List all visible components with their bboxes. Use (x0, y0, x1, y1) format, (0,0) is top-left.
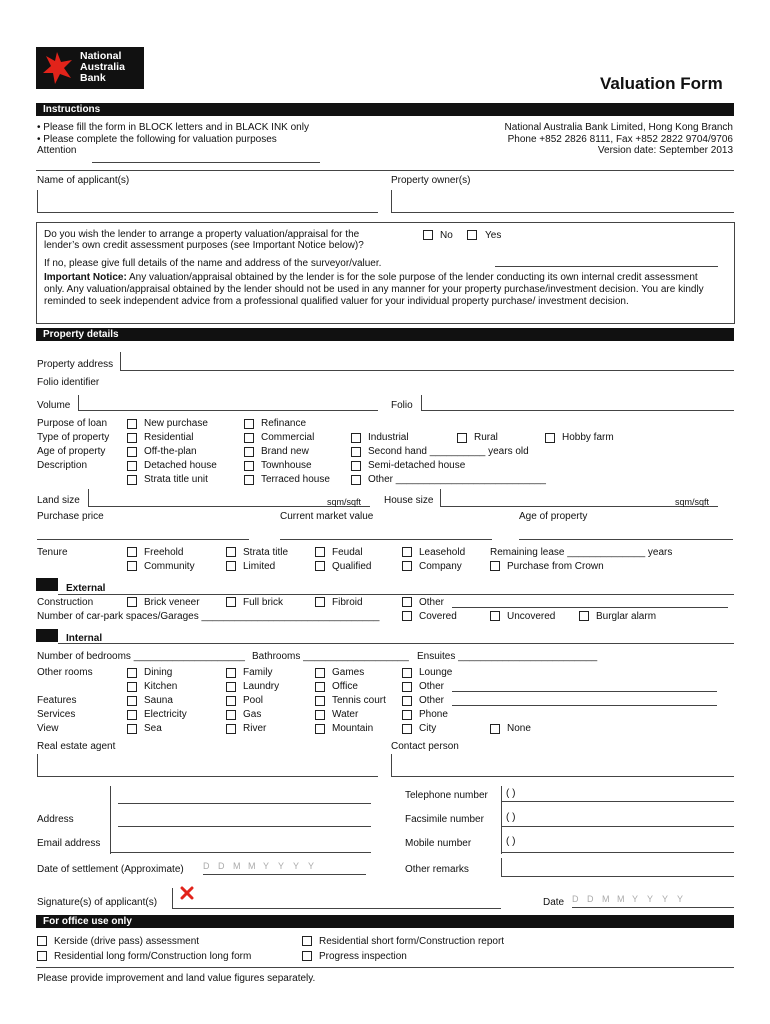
external-marker (36, 578, 58, 591)
brick-veneer-label: Brick veneer (144, 597, 200, 608)
land-size-unit: sqm/sqft (327, 497, 362, 507)
rooms-other-label: Other (419, 681, 445, 692)
water-checkbox[interactable] (315, 710, 325, 720)
other-rooms-label: Other rooms (37, 667, 93, 678)
page-title: Valuation Form (600, 74, 723, 93)
city-label: City (419, 723, 437, 734)
sauna-label: Sauna (144, 695, 173, 706)
date-char: Y (308, 861, 315, 871)
purchase-price-field[interactable] (37, 539, 249, 540)
rural-checkbox[interactable] (457, 433, 467, 443)
date-char: Y (632, 894, 639, 904)
applicant-name-label: Name of applicant(s) (37, 175, 130, 186)
burglar-alarm-checkbox[interactable] (579, 611, 589, 621)
nab-star-icon (40, 51, 74, 85)
date-char: Y (662, 894, 669, 904)
strata-title-checkbox[interactable] (226, 547, 236, 557)
strata-title-label: Strata title (243, 547, 289, 558)
construction-other-label: Other (419, 597, 445, 608)
limited-checkbox[interactable] (226, 561, 236, 571)
sauna-checkbox[interactable] (127, 696, 137, 706)
internal-heading: Internal (66, 633, 103, 644)
off-the-plan-label: Off-the-plan (144, 446, 197, 457)
company-checkbox[interactable] (402, 561, 412, 571)
folio-field[interactable] (421, 410, 734, 411)
valuation-question-1: Do you wish the lender to arrange a property valuation/appraisal for the (44, 229, 360, 240)
new-purchase-checkbox[interactable] (127, 419, 137, 429)
phone-checkbox[interactable] (402, 710, 412, 720)
property-address-label: Property address (37, 359, 114, 370)
detached-house-checkbox[interactable] (127, 461, 137, 471)
date-char: M (233, 861, 241, 871)
office-use-bar: For office use only (36, 915, 734, 928)
attention-label: Attention (37, 145, 77, 156)
external-rule (58, 594, 734, 595)
residential-long-checkbox[interactable] (37, 951, 47, 961)
facsimile-area: ( ) (506, 812, 516, 823)
covered-label: Covered (419, 611, 457, 622)
settlement-date-field[interactable] (203, 861, 323, 872)
view-none-checkbox[interactable] (490, 724, 500, 734)
services-label: Services (37, 709, 76, 720)
remarks-tick (501, 858, 502, 876)
phone-box-left (501, 786, 502, 854)
remaining-lease-label: Remaining lease ______________ years (490, 547, 673, 558)
family-checkbox[interactable] (226, 668, 236, 678)
valuation-no-label: No (440, 230, 453, 241)
valuation-no-checkbox[interactable] (423, 230, 433, 240)
mobile-field[interactable] (501, 852, 734, 853)
facsimile-field[interactable] (501, 826, 734, 827)
burglar-alarm-label: Burglar alarm (596, 611, 657, 622)
mobile-label: Mobile number (405, 838, 472, 849)
other-remarks-label: Other remarks (405, 864, 469, 875)
market-value-label: Current market value (280, 511, 374, 522)
date-char: Y (647, 894, 654, 904)
house-size-tick (440, 489, 441, 506)
water-label: Water (332, 709, 359, 720)
purpose-of-loan-label: Purpose of loan (37, 418, 108, 429)
dining-label: Dining (144, 667, 173, 678)
important-notice (44, 272, 716, 308)
fibroid-label: Fibroid (332, 597, 363, 608)
terraced-house-checkbox[interactable] (244, 475, 254, 485)
company-label: Company (419, 561, 462, 572)
laundry-label: Laundry (243, 681, 280, 692)
refinance-label: Refinance (261, 418, 307, 429)
folio-tick (421, 395, 422, 410)
view-label: View (37, 723, 59, 734)
property-owner-label: Property owner(s) (391, 175, 471, 186)
volume-label: Volume (37, 400, 71, 411)
construction-other-checkbox[interactable] (402, 597, 412, 607)
features-other-label: Other (419, 695, 445, 706)
facsimile-label: Facsimile number (405, 814, 484, 825)
sea-label: Sea (144, 723, 162, 734)
signature-date-underline (572, 907, 734, 908)
address-field-1[interactable] (118, 803, 371, 804)
external-heading: External (66, 583, 106, 594)
applicant-name-underline (37, 212, 378, 213)
leasehold-label: Leasehold (419, 547, 466, 558)
property-address-field[interactable] (120, 370, 734, 371)
signature-date-field[interactable] (572, 894, 692, 905)
pool-label: Pool (243, 695, 264, 706)
strata-title-unit-checkbox[interactable] (127, 475, 137, 485)
real-estate-agent-field[interactable] (37, 754, 38, 776)
features-label: Features (37, 695, 77, 706)
laundry-checkbox[interactable] (226, 682, 236, 692)
description-other-label: Other ___________________________ (368, 474, 546, 485)
date-char: M (248, 861, 256, 871)
date-char: Y (278, 861, 285, 871)
internal-rule (58, 643, 734, 644)
rural-label: Rural (474, 432, 498, 443)
nab-logo (36, 47, 144, 89)
leasehold-checkbox[interactable] (402, 547, 412, 557)
real-estate-agent-label: Real estate agent (37, 741, 116, 752)
family-label: Family (243, 667, 273, 678)
mountain-label: Mountain (332, 723, 374, 734)
off-the-plan-checkbox[interactable] (127, 447, 137, 457)
games-checkbox[interactable] (315, 668, 325, 678)
contact-person-label: Contact person (391, 741, 459, 752)
hobby-farm-label: Hobby farm (562, 432, 614, 443)
games-label: Games (332, 667, 365, 678)
refinance-checkbox[interactable] (244, 419, 254, 429)
strata-title-unit-label: Strata title unit (144, 474, 208, 485)
date-char: M (617, 894, 625, 904)
crown-checkbox[interactable] (490, 561, 500, 571)
kerside-checkbox[interactable] (37, 936, 47, 946)
volume-field[interactable] (78, 410, 378, 411)
hobby-farm-checkbox[interactable] (545, 433, 555, 443)
folio-identifier-label: Folio identifier (37, 377, 100, 388)
community-checkbox[interactable] (127, 561, 137, 571)
sea-checkbox[interactable] (127, 724, 137, 734)
bank-name: National Australia Bank Limited, Hong Kong Branch (504, 122, 733, 133)
office-divider (36, 967, 734, 968)
uncovered-checkbox[interactable] (490, 611, 500, 621)
contact-person-field[interactable] (391, 754, 392, 776)
semi-detached-label: Semi-detached house (368, 460, 466, 471)
tennis-court-label: Tennis court (332, 695, 386, 706)
electricity-checkbox[interactable] (127, 710, 137, 720)
lounge-checkbox[interactable] (402, 668, 412, 678)
date-label: Date (543, 897, 565, 908)
features-other-field[interactable] (452, 705, 717, 706)
freehold-label: Freehold (144, 547, 184, 558)
feudal-checkbox[interactable] (315, 547, 325, 557)
attention-field[interactable] (92, 162, 320, 163)
residential-short-label: Residential short form/Construction report (319, 936, 505, 947)
freehold-checkbox[interactable] (127, 547, 137, 557)
property-owner-underline (391, 212, 734, 213)
rooms-other-field[interactable] (452, 691, 717, 692)
residential-checkbox[interactable] (127, 433, 137, 443)
property-details-bar: Property details (36, 328, 734, 341)
surveyor-field[interactable] (495, 266, 718, 267)
second-hand-label: Second hand __________ years old (368, 446, 529, 457)
commercial-label: Commercial (261, 432, 315, 443)
lounge-label: Lounge (419, 667, 453, 678)
date-char: D (218, 861, 225, 871)
type-of-property-label: Type of property (37, 432, 110, 443)
full-brick-label: Full brick (243, 597, 284, 608)
rooms-other-checkbox[interactable] (402, 682, 412, 692)
commercial-checkbox[interactable] (244, 433, 254, 443)
office-label: Office (332, 681, 358, 692)
logo-text: National Australia Bank (80, 50, 125, 84)
townhouse-label: Townhouse (261, 460, 312, 471)
instructions-bar: Instructions (36, 103, 734, 116)
new-purchase-label: New purchase (144, 418, 208, 429)
brand-new-checkbox[interactable] (244, 447, 254, 457)
date-char: D (203, 861, 210, 871)
signature-field[interactable] (172, 908, 501, 909)
age-field[interactable] (519, 539, 733, 540)
house-size-unit: sqm/sqft (675, 497, 710, 507)
contact-underline (391, 776, 734, 777)
settlement-date-underline (203, 874, 366, 875)
notice-text: Any valuation/appraisal obtained by the lender is for the sole purpose of the lender conducting its own internal credit assessment only. Any valuation/appraisal obtained by the lender should not be used in any manner for your property purchase/investment decision. You are kindly reminded to seek independent advice from a professional qualified valuer for your individual property purchase/ investment decision. (44, 272, 704, 307)
kitchen-label: Kitchen (144, 681, 178, 692)
bathrooms-label: Bathrooms ___________________ (252, 651, 409, 662)
tenure-label: Tenure (37, 547, 68, 558)
electricity-label: Electricity (144, 709, 187, 720)
kitchen-checkbox[interactable] (127, 682, 137, 692)
telephone-label: Telephone number (405, 790, 488, 801)
office-checkbox[interactable] (315, 682, 325, 692)
residential-label: Residential (144, 432, 194, 443)
email-field[interactable] (110, 852, 371, 853)
view-none-label: None (507, 723, 531, 734)
feudal-label: Feudal (332, 547, 363, 558)
progress-inspection-checkbox[interactable] (302, 951, 312, 961)
construction-label: Construction (37, 597, 94, 608)
version-date: Version date: September 2013 (597, 145, 733, 156)
city-checkbox[interactable] (402, 724, 412, 734)
qualified-label: Qualified (332, 561, 372, 572)
gas-label: Gas (243, 709, 262, 720)
gas-checkbox[interactable] (226, 710, 236, 720)
ensuites-label: Ensuites _________________________ (417, 651, 598, 662)
instruction-line-1: • Please fill the form in BLOCK letters and in BLACK INK only (37, 122, 309, 133)
signature-label: Signature(s) of applicant(s) (37, 897, 158, 908)
date-char: D (572, 894, 579, 904)
crown-label: Purchase from Crown (507, 561, 604, 572)
age-label: Age of property (519, 511, 588, 522)
full-brick-checkbox[interactable] (226, 597, 236, 607)
industrial-label: Industrial (368, 432, 409, 443)
car-park-label: Number of car-park spaces/Garages ________________________________ (37, 611, 380, 622)
description-label: Description (37, 460, 88, 471)
telephone-area: ( ) (506, 788, 516, 799)
date-char: M (602, 894, 610, 904)
kerside-label: Kerside (drive pass) assessment (54, 936, 200, 947)
volume-tick (78, 395, 79, 410)
progress-inspection-label: Progress inspection (319, 951, 407, 962)
fibroid-checkbox[interactable] (315, 597, 325, 607)
covered-checkbox[interactable] (402, 611, 412, 621)
river-checkbox[interactable] (226, 724, 236, 734)
second-hand-checkbox[interactable] (351, 447, 361, 457)
applicant-name-field[interactable] (37, 190, 38, 212)
industrial-checkbox[interactable] (351, 433, 361, 443)
residential-short-checkbox[interactable] (302, 936, 312, 946)
limited-label: Limited (243, 561, 276, 572)
other-remarks-field[interactable] (501, 876, 734, 877)
brand-new-label: Brand new (261, 446, 309, 457)
date-char: D (587, 894, 594, 904)
pool-checkbox[interactable] (226, 696, 236, 706)
divider (36, 170, 734, 171)
internal-marker (36, 629, 58, 642)
townhouse-checkbox[interactable] (244, 461, 254, 471)
features-other-checkbox[interactable] (402, 696, 412, 706)
valuation-question-2: lender’s own credit assessment purposes (see Important Notice below)? (44, 240, 364, 251)
property-owner-field[interactable] (391, 190, 392, 212)
address-field-2[interactable] (118, 826, 371, 827)
bank-phone: Phone +852 2826 8111, Fax +852 2822 9704/9706 (507, 134, 733, 145)
property-address-tick (120, 352, 121, 370)
house-size-label: House size (384, 495, 434, 506)
signature-tick (172, 888, 173, 908)
dining-checkbox[interactable] (127, 668, 137, 678)
land-size-label: Land size (37, 495, 80, 506)
brick-veneer-checkbox[interactable] (127, 597, 137, 607)
land-size-tick (88, 489, 89, 506)
construction-other-field[interactable] (452, 607, 728, 608)
email-label: Email address (37, 838, 101, 849)
community-label: Community (144, 561, 195, 572)
folio-label: Folio (391, 400, 413, 411)
bedrooms-label: Number of bedrooms ____________________ (37, 651, 245, 662)
market-value-field[interactable] (280, 539, 492, 540)
address-label: Address (37, 814, 74, 825)
purchase-price-label: Purchase price (37, 511, 104, 522)
instruction-line-2: • Please complete the following for valuation purposes (37, 134, 277, 145)
tennis-court-checkbox[interactable] (315, 696, 325, 706)
date-char: Y (293, 861, 300, 871)
telephone-field[interactable] (501, 801, 734, 802)
age-of-property-label: Age of property (37, 446, 106, 457)
settlement-label: Date of settlement (Approximate) (37, 864, 184, 875)
qualified-checkbox[interactable] (315, 561, 325, 571)
residential-long-label: Residential long form/Construction long form (54, 951, 252, 962)
detached-house-label: Detached house (144, 460, 217, 471)
description-other-checkbox[interactable] (351, 475, 361, 485)
address-box-left (110, 786, 111, 854)
phone-label: Phone (419, 709, 448, 720)
date-char: Y (263, 861, 270, 871)
surveyor-instruction: If no, please give full details of the name and address of the surveyor/valuer. (44, 258, 382, 269)
mobile-area: ( ) (506, 836, 516, 847)
valuation-yes-label: Yes (485, 230, 502, 241)
signature-cross-icon (180, 886, 194, 900)
notice-heading: Important Notice: (44, 272, 127, 283)
footer-note: Please provide improvement and land value figures separately. (37, 973, 316, 984)
agent-underline (37, 776, 378, 777)
mountain-checkbox[interactable] (315, 724, 325, 734)
river-label: River (243, 723, 267, 734)
semi-detached-checkbox[interactable] (351, 461, 361, 471)
valuation-yes-checkbox[interactable] (467, 230, 477, 240)
date-char: Y (677, 894, 684, 904)
terraced-house-label: Terraced house (261, 474, 330, 485)
uncovered-label: Uncovered (507, 611, 556, 622)
